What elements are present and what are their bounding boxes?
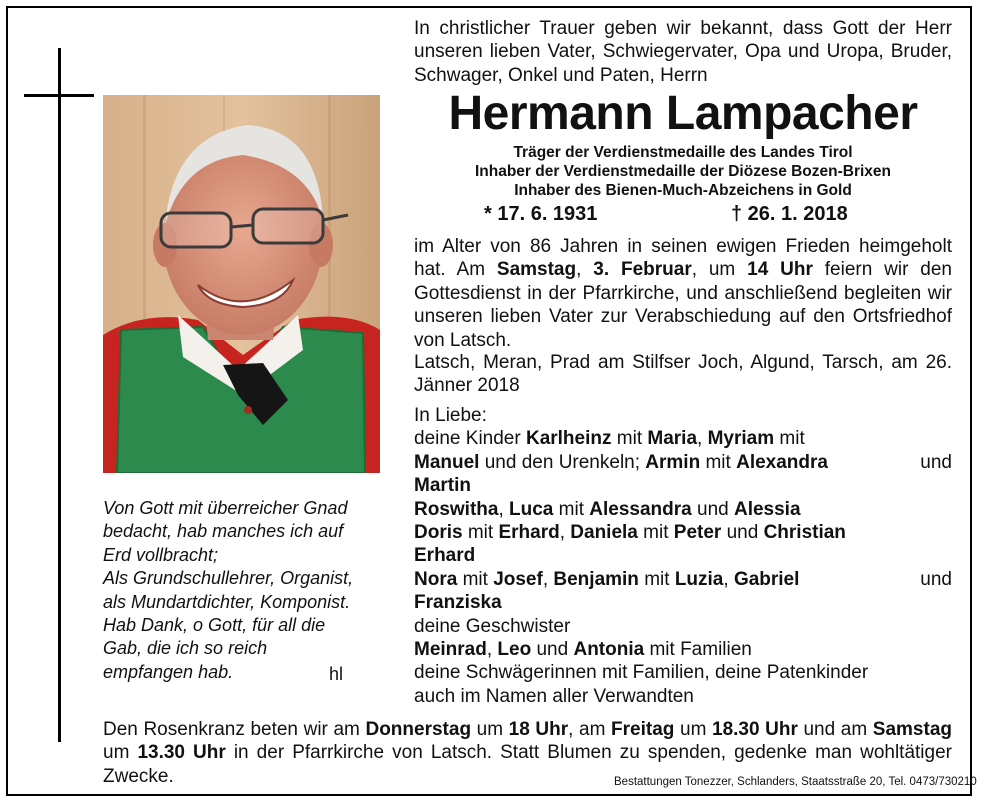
place-date: Latsch, Meran, Prad am Stilfser Joch, Algund, Tarsch, am 26. Jänner 2018 (414, 352, 952, 397)
rosary-text: und am (797, 719, 873, 740)
undertaker-credit: Bestattungen Tonezzer, Schlanders, Staatsstraße 20, Tel. 0473/730210 (614, 776, 977, 788)
family-text: , (697, 428, 708, 450)
rosary-time: 13.30 Uhr (137, 742, 226, 764)
family-line: deine Schwägerinnen mit Familien, deine Patenkinder (414, 662, 869, 684)
family-text: mit (611, 428, 648, 450)
family-member: Franziska (414, 592, 502, 614)
family-member: Luca (509, 498, 554, 520)
family-member: Luzia (674, 568, 724, 590)
family-member: Daniela (570, 522, 638, 544)
family-line (414, 544, 952, 567)
family-text: und (721, 522, 764, 544)
family-text: mit (700, 451, 737, 473)
family-text: mit (457, 568, 494, 590)
honors-list (414, 143, 952, 200)
family-member: Alessandra (589, 498, 692, 520)
family-text: , (542, 568, 554, 590)
family-member: Peter (673, 522, 722, 544)
birth-date: * 17. 6. 1931 (484, 203, 598, 225)
family-text: mit (774, 428, 805, 450)
rosary-text: Den Rosenkranz beten wir am (103, 719, 366, 740)
family-text: und (531, 639, 574, 661)
rosary-text: um (103, 742, 138, 764)
family-member: Roswitha (414, 498, 499, 520)
family-member: Manuel (414, 451, 480, 473)
poem-line: Gab, die ich so reich (103, 638, 268, 659)
honor-item: Träger der Verdienstmedaille des Landes Tirol (513, 144, 853, 161)
poem-line: Erd vollbracht; (103, 544, 219, 565)
family-member: Alessia (733, 498, 801, 520)
family-line (414, 568, 952, 591)
poem-line: Von Gott mit überreicher Gnad (103, 498, 348, 518)
cross-icon-bar (24, 94, 94, 97)
family-text: , (723, 568, 734, 590)
obituary-text (414, 235, 952, 352)
family-line: deine Geschwister (414, 615, 571, 637)
family-member: Doris (414, 522, 463, 544)
rosary-day: Donnerstag (365, 719, 472, 740)
family-text: und (691, 498, 734, 520)
family-member: Erhard (414, 545, 476, 567)
in-love: In Liebe: (414, 405, 487, 426)
family-member: Benjamin (553, 568, 639, 590)
family-member: Armin (645, 451, 701, 473)
family-member: Nora (414, 568, 458, 590)
death-date: † 26. 1. 2018 (731, 203, 848, 225)
obit-text: , (576, 259, 594, 281)
rosary-time: 18 Uhr (508, 719, 569, 740)
family-text: , (498, 498, 510, 520)
obit-text: feiern wir den Gottesdienst in der Pfarrkirche, und anschließend begleiten wir unseren lieben Vater zur Verabschiedung auf den Ortsfriedhof von Latsch. (414, 259, 952, 351)
family-member: Maria (647, 428, 698, 450)
family-text: mit Familien (644, 639, 752, 661)
family-member: Leo (497, 639, 532, 661)
intro-text: In christlicher Trauer geben wir bekannt, dass Gott der Herr unseren lieben Vater, Schwiegervater, Opa und Uropa, Bruder, Schwager, Onkel und Paten, Herrn (414, 18, 952, 86)
poem-signature: hl (329, 664, 344, 684)
family-line (414, 427, 952, 450)
family-text: und den Urenkeln; (479, 451, 646, 473)
cross-icon (58, 48, 61, 742)
poem-line: Als Grundschullehrer, Organist, (103, 568, 354, 589)
family-line (414, 451, 952, 474)
deceased-name: Hermann Lampacher (448, 87, 918, 140)
family-text: mit (553, 498, 590, 520)
family-text: , (486, 639, 498, 661)
family-line (414, 521, 952, 544)
family-line (414, 591, 952, 614)
family-member: Christian (763, 522, 846, 544)
poem-line: empfangen hab. (103, 661, 234, 682)
family-member: Martin (414, 475, 471, 497)
family-member: Alexandra (736, 451, 828, 473)
honor-item: Inhaber der Verdienstmedaille der Diözese Bozen-Brixen (474, 163, 892, 180)
family-list (414, 404, 952, 708)
rosary-text: um (471, 719, 509, 740)
honor-item: Inhaber des Bienen-Much-Abzeichens in Gold (514, 182, 852, 199)
family-text: , (559, 522, 571, 544)
family-member: Myriam (707, 428, 775, 450)
family-member: Gabriel (733, 568, 800, 590)
portrait-photo (103, 95, 380, 473)
funeral-time: 14 Uhr (747, 259, 813, 281)
family-line (414, 638, 952, 661)
family-text: mit (637, 522, 674, 544)
poem-line: Hab Dank, o Gott, für all die (103, 615, 326, 636)
rosary-text: um (674, 719, 712, 740)
family-member: Karlheinz (525, 428, 612, 450)
family-member: Meinrad (414, 639, 487, 661)
poem-line: als Mundartdichter, Komponist. (103, 591, 351, 612)
family-member: Josef (493, 568, 543, 590)
poem-line: bedacht, hab manches ich auf (103, 521, 344, 542)
obit-text: , um (691, 259, 748, 281)
family-line: auch im Namen aller Verwandten (414, 685, 694, 707)
family-line (414, 498, 952, 521)
rosary-time: 18.30 Uhr (712, 719, 798, 740)
funeral-day: Samstag (496, 259, 577, 281)
family-member: Antonia (573, 639, 645, 661)
family-text: deine Kinder (414, 428, 526, 450)
family-member: Erhard (498, 522, 560, 544)
family-text: mit (462, 522, 499, 544)
rosary-text: in der Pfarrkirche von Latsch. Statt Blumen zu spenden, gedenke man wohltätiger Zwecke. (103, 742, 952, 787)
rosary-day: Freitag (611, 719, 675, 740)
family-text: und (920, 451, 952, 473)
family-line (414, 474, 952, 497)
family-text: mit (638, 568, 675, 590)
rosary-text: , am (568, 719, 612, 740)
rosary-day: Samstag (872, 719, 952, 740)
obit-text: im Alter von 86 Jahren in seinen ewigen Frieden heimgeholt hat. Am (414, 236, 952, 281)
memorial-poem (103, 497, 393, 684)
family-text: und (920, 568, 952, 590)
funeral-date: 3. Februar (593, 259, 692, 281)
